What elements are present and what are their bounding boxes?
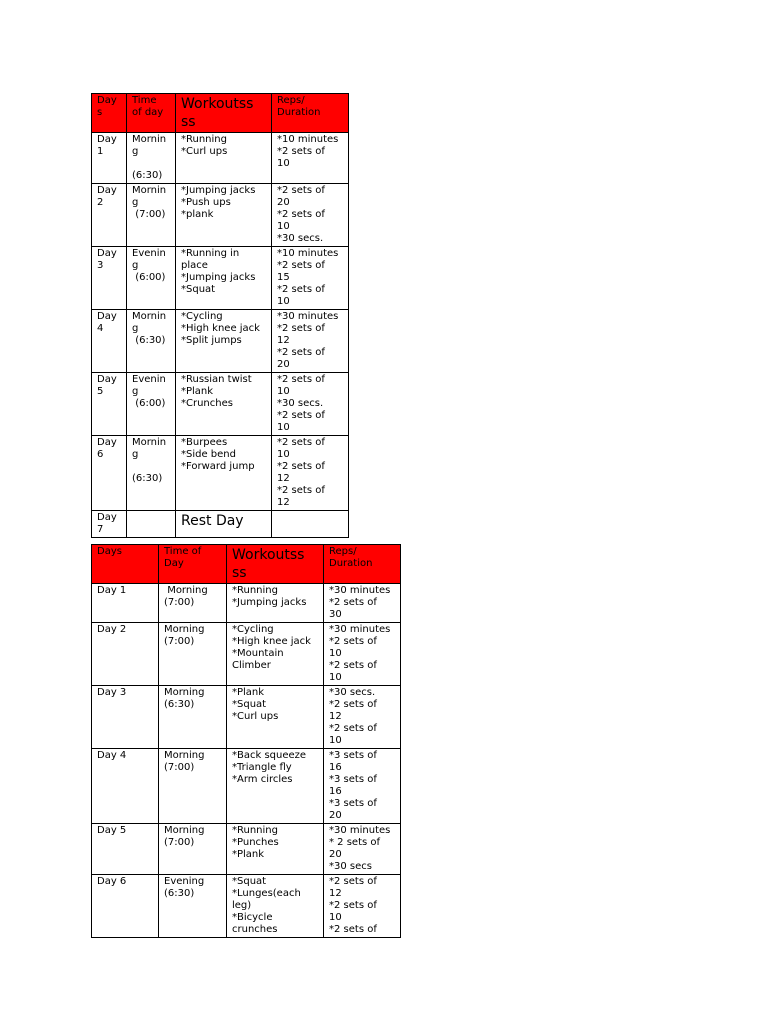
workouts-cell: *Burpees *Side bend *Forward jump (176, 436, 272, 511)
time-cell: Mornin g (6:30) (127, 436, 176, 511)
day-cell: Day 1 (92, 133, 127, 184)
time-cell: Mornin g (7:00) (127, 184, 176, 247)
time-cell: Evenin g (6:00) (127, 373, 176, 436)
day-cell: Day 6 (92, 875, 159, 938)
day-cell: Day 2 (92, 184, 127, 247)
reps-cell: *30 minutes *2 sets of 30 (324, 584, 401, 623)
time-cell: Mornin g (6:30) (127, 133, 176, 184)
workouts-cell: *Cycling *High knee jack *Split jumps (176, 310, 272, 373)
day-cell: Day 5 (92, 373, 127, 436)
header-time-of-day: Time of Day (159, 545, 227, 584)
time-cell (127, 511, 176, 538)
table-row (92, 824, 401, 875)
time-cell: Morning (6:30) (159, 686, 227, 749)
time-cell: Morning (7:00) (159, 584, 227, 623)
table-row (92, 184, 349, 247)
table-row (92, 623, 401, 686)
table-row (92, 310, 349, 373)
workouts-cell: *Plank *Squat *Curl ups (227, 686, 324, 749)
workouts-cell: *Running *Punches *Plank (227, 824, 324, 875)
reps-cell: *2 sets of 12 *2 sets of 10 *2 sets of (324, 875, 401, 938)
reps-cell: *2 sets of 10 *30 secs. *2 sets of 10 (272, 373, 349, 436)
reps-cell: *3 sets of 16 *3 sets of 16 *3 sets of 20 (324, 749, 401, 824)
reps-cell: *30 minutes *2 sets of 12 *2 sets of 20 (272, 310, 349, 373)
reps-cell: *10 minutes *2 sets of 15 *2 sets of 10 (272, 247, 349, 310)
time-cell: Morning (7:00) (159, 623, 227, 686)
table-header-row (92, 545, 401, 584)
reps-cell: *30 secs. *2 sets of 12 *2 sets of 10 (324, 686, 401, 749)
header-reps-duration: Reps/ Duration (324, 545, 401, 584)
time-cell: Evenin g (6:00) (127, 247, 176, 310)
reps-cell: *30 minutes * 2 sets of 20 *30 secs (324, 824, 401, 875)
table-row (92, 247, 349, 310)
header-time-of-day: Time of day (127, 94, 176, 133)
day-cell: Day 4 (92, 310, 127, 373)
workouts-cell: Rest Day (176, 511, 272, 538)
time-cell: Mornin g (6:30) (127, 310, 176, 373)
table-row (92, 511, 349, 538)
day-cell: Day 2 (92, 623, 159, 686)
header-days: Days (92, 545, 159, 584)
day-cell: Day 1 (92, 584, 159, 623)
table-row (92, 133, 349, 184)
workouts-cell: *Jumping jacks *Push ups *plank (176, 184, 272, 247)
day-cell: Day 7 (92, 511, 127, 538)
workout-plan-table-2 (91, 544, 401, 938)
workouts-cell: *Running in place *Jumping jacks *Squat (176, 247, 272, 310)
time-cell: Evening (6:30) (159, 875, 227, 938)
reps-cell: *2 sets of 10 *2 sets of 12 *2 sets of 12 (272, 436, 349, 511)
time-cell: Morning (7:00) (159, 824, 227, 875)
reps-cell: *2 sets of 20 *2 sets of 10 *30 secs. (272, 184, 349, 247)
table-header-row (92, 94, 349, 133)
reps-cell: *10 minutes *2 sets of 10 (272, 133, 349, 184)
table-row (92, 373, 349, 436)
header-days: Day s (92, 94, 127, 133)
table-row (92, 875, 401, 938)
workouts-cell: *Cycling *High knee jack *Mountain Climber (227, 623, 324, 686)
workouts-cell: *Running *Curl ups (176, 133, 272, 184)
day-cell: Day 5 (92, 824, 159, 875)
day-cell: Day 3 (92, 247, 127, 310)
day-cell: Day 6 (92, 436, 127, 511)
reps-cell (272, 511, 349, 538)
workouts-cell: *Russian twist *Plank *Crunches (176, 373, 272, 436)
table-row (92, 686, 401, 749)
day-cell: Day 4 (92, 749, 159, 824)
workout-plan-table-1 (91, 93, 349, 538)
header-reps-duration: Reps/ Duration (272, 94, 349, 133)
day-cell: Day 3 (92, 686, 159, 749)
workouts-cell: *Back squeeze *Triangle fly *Arm circles (227, 749, 324, 824)
reps-cell: *30 minutes *2 sets of 10 *2 sets of 10 (324, 623, 401, 686)
header-workouts: Workoutss ss (227, 545, 324, 584)
time-cell: Morning (7:00) (159, 749, 227, 824)
workouts-cell: *Squat *Lunges(each leg) *Bicycle crunches (227, 875, 324, 938)
table-row (92, 584, 401, 623)
header-workouts: Workoutss ss (176, 94, 272, 133)
workouts-cell: *Running *Jumping jacks (227, 584, 324, 623)
table-row (92, 749, 401, 824)
table-row (92, 436, 349, 511)
